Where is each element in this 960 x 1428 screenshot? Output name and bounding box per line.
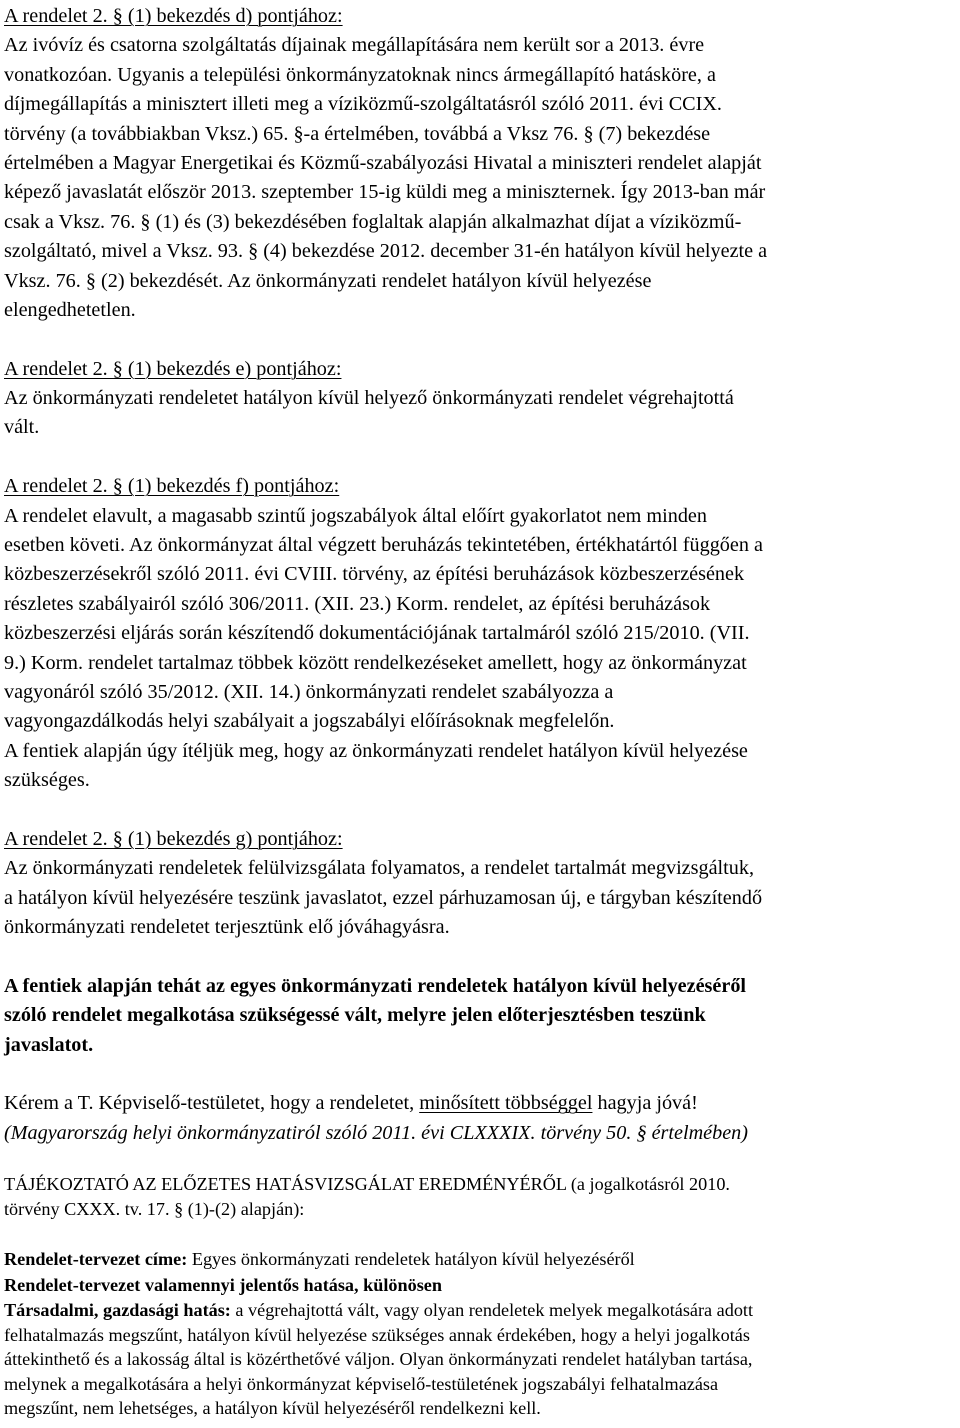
social-impact-label: Társadalmi, gazdasági hatás: [4, 1300, 231, 1321]
qualified-majority: minősített többséggel [419, 1092, 593, 1115]
summary-line: szóló rendelet megalkotása szükségessé vált, melyre jelen előterjesztésben teszünk [4, 1004, 706, 1027]
paragraph-line: 9.) Korm. rendelet tartalmaz többek között rendelkezéseket amellett, hogy az önkormányzat [4, 651, 747, 674]
impact-title: TÁJÉKOZTATÓ AZ ELŐZETES HATÁSVIZSGÁLAT EREDMÉNYÉRŐL (a jogalkotásról 2010. [4, 1174, 730, 1195]
section-f [4, 472, 956, 825]
paragraph-line: közbeszerzésekről szóló 2011. évi CVIII. törvény, az építési beruházások közbeszerzésének [4, 563, 745, 586]
draft-title-label: Rendelet-tervezet címe: [4, 1249, 188, 1270]
impact-title: törvény CXXX. tv. 17. § (1)-(2) alapján): [4, 1198, 305, 1219]
request-text: Kérem a T. Képviselő-testületet, hogy a rendeletet, [4, 1092, 415, 1115]
paragraph-line: önkormányzati rendeletet terjesztünk elő jóváhagyásra. [4, 916, 450, 939]
legal-reference-note: (Magyarország helyi önkormányzatiról szóló 2011. évi CLXXXIX. törvény 50. § értelmében) [4, 1121, 748, 1144]
section-heading: A rendelet 2. § (1) bekezdés e) pontjához: [4, 357, 342, 380]
document-page [4, 2, 956, 1421]
effects-heading: Rendelet-tervezet valamennyi jelentős hatása, különösen [4, 1275, 442, 1296]
draft-title-row [4, 1245, 956, 1273]
paragraph-line: vagyonáról szóló 35/2012. (XII. 14.) önkormányzati rendelet szabályozza a [4, 680, 614, 703]
paragraph-line: szolgáltató, mivel a Vksz. 93. § (4) bekezdése 2012. december 31-én hatályon kívül helyezte a [4, 240, 768, 263]
paragraph-line: csak a Vksz. 76. § (1) és (3) bekezdésében foglaltak alapján alkalmazhat díjat a víziközmű- [4, 210, 742, 233]
paragraph-line: Az önkormányzati rendeletet hatályon kívül helyező önkormányzati rendelet végrehajtottá [4, 387, 734, 410]
paragraph-line: elengedhetetlen. [4, 298, 136, 321]
paragraph-line: vagyongazdálkodás helyi szabályait a jogszabályi előírásoknak megfelelőn. [4, 710, 615, 733]
summary-paragraph [4, 972, 956, 1090]
paragraph-line: A fentiek alapján úgy ítéljük meg, hogy az önkormányzati rendelet hatályon kívül helyezése [4, 739, 748, 762]
paragraph-line: megszűnt, nem lehetséges, a hatályon kívül helyezéséről rendelkezni kell. [4, 1398, 541, 1419]
request-paragraph [4, 1089, 956, 1172]
paragraph-line: Az ivóvíz és csatorna szolgáltatás díjainak megállapítására nem került sor a 2013. évre [4, 34, 705, 57]
social-impact-row [4, 1298, 956, 1323]
paragraph-line: értelmében a Magyar Energetikai és Közmű-szabályozási Hivatal a miniszteri rendelet alapját [4, 151, 762, 174]
impact-assessment [4, 1172, 956, 1421]
paragraph-line: esetben követi. Az önkormányzat által végzett beruházás tekintetében, értékhatártól függően a [4, 534, 763, 557]
paragraph-line: A rendelet elavult, a magasabb szintű jogszabályok által előírt gyakorlatot nem minden [4, 504, 707, 527]
paragraph-line: melynek a megalkotására a helyi önkormányzat képviselő-testületének jogszabályi felhatalmazása [4, 1373, 719, 1394]
section-e [4, 355, 956, 473]
section-heading: A rendelet 2. § (1) bekezdés d) pontjához: [4, 5, 343, 27]
paragraph-line: vonatkozóan. Ugyanis a települési önkormányzatoknak nincs ármegállapító hatásköre, a [4, 63, 716, 86]
section-heading: A rendelet 2. § (1) bekezdés f) pontjához: [4, 475, 340, 498]
section-heading: A rendelet 2. § (1) bekezdés g) pontjához: [4, 827, 343, 850]
paragraph-line: Az önkormányzati rendeletek felülvizsgálata folyamatos, a rendelet tartalmát megvizsgáltuk, [4, 857, 755, 880]
paragraph-line: felhatalmazás megszűnt, hatályon kívül helyezése szükséges annak érdekében, hogy a helyi jogalkotás [4, 1324, 750, 1345]
paragraph-line: Vksz. 76. § (2) bekezdését. Az önkormányzati rendelet hatályon kívül helyezése [4, 269, 652, 292]
paragraph-line: áttekinthető és a lakosság által is közérthetővé váljon. Olyan önkormányzati rendelet hatályban tartása, [4, 1349, 753, 1370]
paragraph-line: díjmegállapítás a minisztert illeti meg a víziközmű-szolgáltatásról szóló 2011. évi CCIX. [4, 93, 722, 116]
draft-title-value: Egyes önkormányzati rendeletek hatályon kívül helyezéséről [191, 1249, 635, 1270]
paragraph-line: képező javaslatát először 2013. szeptember 15-ig küldi meg a miniszternek. Így 2013-ban már [4, 181, 766, 204]
request-line [4, 1089, 956, 1118]
summary-line: A fentiek alapján tehát az egyes önkormányzati rendeletek hatályon kívül helyezéséről [4, 974, 747, 997]
paragraph-line: törvény (a továbbiakban Vksz.) 65. §-a értelmében, továbbá a Vksz 76. § (7) bekezdése [4, 122, 711, 145]
summary-line: javaslatot. [4, 1033, 94, 1056]
paragraph-line: részletes szabályairól szóló 306/2011. (XII. 23.) Korm. rendelet, az építési beruházások [4, 592, 711, 615]
paragraph-line: szükséges. [4, 769, 90, 792]
paragraph-line: vált. [4, 416, 40, 439]
section-g [4, 825, 956, 972]
paragraph-line: a hatályon kívül helyezésére teszünk javaslatot, ezzel párhuzamosan új, e tárgyban készítendő [4, 886, 763, 909]
section-d [4, 2, 956, 355]
social-impact-text: a végrehajtottá vált, vagy olyan rendeletek melyek megalkotására adott [235, 1300, 754, 1321]
request-text-end: hagyja jóvá! [597, 1092, 698, 1115]
paragraph-line: közbeszerzési eljárás során készítendő dokumentációjának tartalmáról szóló 215/2010. (VII. [4, 622, 750, 645]
